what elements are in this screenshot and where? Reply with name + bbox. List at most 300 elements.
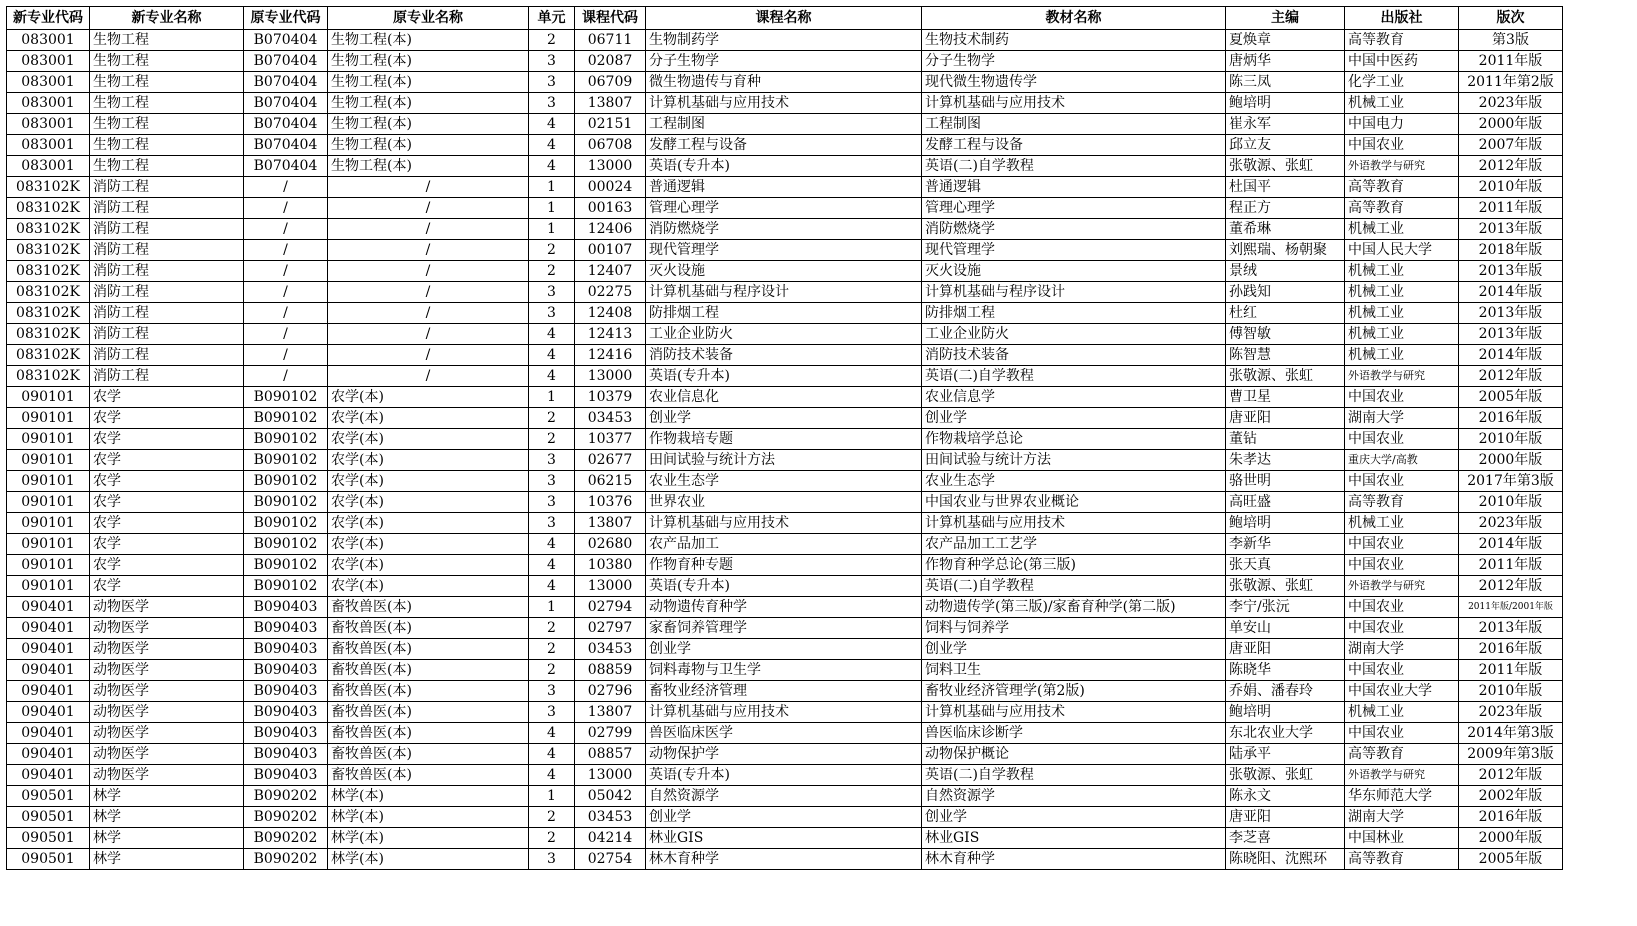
cell-unit: 2	[529, 261, 575, 282]
cell-edition: 2023年版	[1459, 702, 1563, 723]
cell-course-name: 创业学	[646, 408, 922, 429]
cell-old-major-code: /	[244, 345, 328, 366]
table-row	[7, 576, 1563, 597]
cell-new-major-code: 090401	[7, 618, 90, 639]
cell-course-name: 英语(专升本)	[646, 576, 922, 597]
table-row	[7, 450, 1563, 471]
cell-course-name: 林业GIS	[646, 828, 922, 849]
cell-old-major-code: B070404	[244, 93, 328, 114]
cell-publisher: 中国农业	[1345, 660, 1459, 681]
cell-unit: 4	[529, 114, 575, 135]
cell-new-major-code: 090101	[7, 387, 90, 408]
cell-course-code: 13807	[575, 93, 646, 114]
table-row	[7, 72, 1563, 93]
cell-publisher: 重庆大学/高教	[1345, 450, 1459, 471]
cell-unit: 2	[529, 828, 575, 849]
cell-course-name: 消防燃烧学	[646, 219, 922, 240]
cell-course-name: 作物育种专题	[646, 555, 922, 576]
cell-editor: 李芝喜	[1226, 828, 1345, 849]
cell-textbook-name: 创业学	[922, 639, 1226, 660]
table-row	[7, 282, 1563, 303]
cell-new-major-name: 生物工程	[90, 72, 244, 93]
cell-old-major-name: 畜牧兽医(本)	[328, 765, 529, 786]
cell-unit: 3	[529, 702, 575, 723]
cell-old-major-code: B090202	[244, 828, 328, 849]
cell-new-major-code: 083102K	[7, 324, 90, 345]
cell-textbook-name: 林业GIS	[922, 828, 1226, 849]
cell-unit: 3	[529, 849, 575, 870]
cell-publisher: 中国农业	[1345, 534, 1459, 555]
cell-textbook-name: 计算机基础与应用技术	[922, 93, 1226, 114]
cell-publisher: 外语教学与研究	[1345, 156, 1459, 177]
cell-old-major-name: 生物工程(本)	[328, 156, 529, 177]
table-row	[7, 513, 1563, 534]
cell-edition: 第3版	[1459, 30, 1563, 51]
header-old-major-code: 原专业代码	[244, 7, 328, 30]
cell-edition: 2012年版	[1459, 765, 1563, 786]
cell-textbook-name: 农业信息学	[922, 387, 1226, 408]
cell-course-code: 02087	[575, 51, 646, 72]
cell-unit: 3	[529, 72, 575, 93]
cell-textbook-name: 现代管理学	[922, 240, 1226, 261]
cell-old-major-name: 生物工程(本)	[328, 93, 529, 114]
cell-unit: 4	[529, 345, 575, 366]
cell-old-major-name: 林学(本)	[328, 849, 529, 870]
cell-new-major-name: 消防工程	[90, 282, 244, 303]
cell-editor: 邱立友	[1226, 135, 1345, 156]
cell-unit: 1	[529, 597, 575, 618]
cell-new-major-name: 动物医学	[90, 744, 244, 765]
cell-course-name: 发酵工程与设备	[646, 135, 922, 156]
cell-textbook-name: 消防技术装备	[922, 345, 1226, 366]
header-row	[7, 7, 1563, 30]
cell-edition: 2005年版	[1459, 849, 1563, 870]
cell-old-major-name: 生物工程(本)	[328, 30, 529, 51]
cell-textbook-name: 现代微生物遗传学	[922, 72, 1226, 93]
cell-new-major-code: 090401	[7, 597, 90, 618]
cell-unit: 4	[529, 366, 575, 387]
cell-publisher: 湖南大学	[1345, 807, 1459, 828]
cell-old-major-name: 畜牧兽医(本)	[328, 744, 529, 765]
cell-textbook-name: 创业学	[922, 408, 1226, 429]
cell-publisher: 机械工业	[1345, 219, 1459, 240]
cell-old-major-code: B090102	[244, 387, 328, 408]
cell-unit: 2	[529, 408, 575, 429]
cell-course-name: 管理心理学	[646, 198, 922, 219]
cell-publisher: 机械工业	[1345, 261, 1459, 282]
cell-course-code: 13000	[575, 366, 646, 387]
cell-edition: 2016年版	[1459, 807, 1563, 828]
cell-edition: 2010年版	[1459, 681, 1563, 702]
cell-new-major-code: 083001	[7, 51, 90, 72]
cell-unit: 2	[529, 639, 575, 660]
cell-course-code: 13807	[575, 513, 646, 534]
cell-course-name: 计算机基础与程序设计	[646, 282, 922, 303]
cell-new-major-name: 消防工程	[90, 261, 244, 282]
cell-course-name: 灭火设施	[646, 261, 922, 282]
cell-edition: 2011年版	[1459, 51, 1563, 72]
cell-editor: 东北农业大学	[1226, 723, 1345, 744]
cell-textbook-name: 动物遗传学(第三版)/家畜育种学(第二版)	[922, 597, 1226, 618]
cell-old-major-code: /	[244, 324, 328, 345]
cell-new-major-code: 090501	[7, 786, 90, 807]
cell-publisher: 湖南大学	[1345, 639, 1459, 660]
cell-publisher: 高等教育	[1345, 30, 1459, 51]
cell-new-major-name: 农学	[90, 513, 244, 534]
cell-publisher: 中国农业	[1345, 429, 1459, 450]
cell-new-major-name: 农学	[90, 450, 244, 471]
cell-course-code: 12407	[575, 261, 646, 282]
cell-publisher: 机械工业	[1345, 303, 1459, 324]
cell-old-major-name: 畜牧兽医(本)	[328, 639, 529, 660]
cell-textbook-name: 自然资源学	[922, 786, 1226, 807]
table-row	[7, 786, 1563, 807]
cell-textbook-name: 饲料卫生	[922, 660, 1226, 681]
cell-course-name: 动物保护学	[646, 744, 922, 765]
cell-editor: 夏焕章	[1226, 30, 1345, 51]
cell-old-major-code: B090403	[244, 660, 328, 681]
cell-publisher: 机械工业	[1345, 324, 1459, 345]
cell-unit: 3	[529, 513, 575, 534]
cell-new-major-code: 090401	[7, 681, 90, 702]
cell-publisher: 中国农业	[1345, 471, 1459, 492]
cell-editor: 乔娟、潘春玲	[1226, 681, 1345, 702]
cell-unit: 4	[529, 135, 575, 156]
cell-new-major-code: 090401	[7, 639, 90, 660]
cell-course-name: 作物栽培专题	[646, 429, 922, 450]
table-row	[7, 135, 1563, 156]
cell-new-major-name: 生物工程	[90, 93, 244, 114]
cell-textbook-name: 饲料与饲养学	[922, 618, 1226, 639]
cell-old-major-code: B090102	[244, 534, 328, 555]
cell-publisher: 机械工业	[1345, 93, 1459, 114]
cell-publisher: 高等教育	[1345, 198, 1459, 219]
header-new-major-name: 新专业名称	[90, 7, 244, 30]
cell-publisher: 中国农业	[1345, 135, 1459, 156]
cell-course-code: 05042	[575, 786, 646, 807]
cell-old-major-name: 林学(本)	[328, 786, 529, 807]
header-course-name: 课程名称	[646, 7, 922, 30]
cell-old-major-code: /	[244, 366, 328, 387]
cell-editor: 陈永文	[1226, 786, 1345, 807]
cell-textbook-name: 英语(二)自学教程	[922, 366, 1226, 387]
cell-edition: 2013年版	[1459, 219, 1563, 240]
cell-course-code: 00163	[575, 198, 646, 219]
cell-editor: 陈智慧	[1226, 345, 1345, 366]
cell-editor: 陈晓阳、沈熙环	[1226, 849, 1345, 870]
cell-new-major-code: 090101	[7, 429, 90, 450]
cell-unit: 4	[529, 156, 575, 177]
cell-edition: 2012年版	[1459, 366, 1563, 387]
cell-new-major-name: 消防工程	[90, 366, 244, 387]
cell-new-major-name: 消防工程	[90, 219, 244, 240]
table-row	[7, 807, 1563, 828]
cell-new-major-name: 消防工程	[90, 240, 244, 261]
cell-unit: 4	[529, 576, 575, 597]
cell-editor: 杜红	[1226, 303, 1345, 324]
cell-textbook-name: 农业生态学	[922, 471, 1226, 492]
cell-old-major-code: /	[244, 219, 328, 240]
cell-edition: 2014年版	[1459, 282, 1563, 303]
cell-editor: 陈晓华	[1226, 660, 1345, 681]
cell-new-major-name: 动物医学	[90, 765, 244, 786]
cell-new-major-code: 090401	[7, 723, 90, 744]
cell-publisher: 机械工业	[1345, 345, 1459, 366]
cell-course-name: 林木育种学	[646, 849, 922, 870]
cell-course-code: 03453	[575, 408, 646, 429]
cell-unit: 3	[529, 471, 575, 492]
cell-editor: 张敬源、张虹	[1226, 366, 1345, 387]
cell-old-major-code: B090403	[244, 681, 328, 702]
cell-editor: 董钻	[1226, 429, 1345, 450]
table-row	[7, 156, 1563, 177]
cell-new-major-name: 林学	[90, 807, 244, 828]
table-row	[7, 30, 1563, 51]
table-row	[7, 345, 1563, 366]
table-row	[7, 534, 1563, 555]
cell-unit: 2	[529, 429, 575, 450]
cell-course-name: 创业学	[646, 639, 922, 660]
cell-new-major-code: 083102K	[7, 366, 90, 387]
cell-new-major-name: 消防工程	[90, 198, 244, 219]
table-row	[7, 849, 1563, 870]
cell-old-major-code: B090102	[244, 576, 328, 597]
header-editor: 主编	[1226, 7, 1345, 30]
cell-course-name: 生物制药学	[646, 30, 922, 51]
cell-editor: 曹卫星	[1226, 387, 1345, 408]
cell-edition: 2010年版	[1459, 429, 1563, 450]
cell-edition: 2010年版	[1459, 492, 1563, 513]
cell-course-code: 08859	[575, 660, 646, 681]
cell-new-major-name: 消防工程	[90, 303, 244, 324]
cell-course-name: 农业生态学	[646, 471, 922, 492]
cell-new-major-name: 农学	[90, 492, 244, 513]
cell-edition: 2023年版	[1459, 513, 1563, 534]
cell-new-major-name: 动物医学	[90, 597, 244, 618]
cell-edition: 2016年版	[1459, 408, 1563, 429]
cell-publisher: 中国农业	[1345, 597, 1459, 618]
cell-publisher: 中国中医药	[1345, 51, 1459, 72]
cell-new-major-code: 090101	[7, 471, 90, 492]
cell-publisher: 高等教育	[1345, 492, 1459, 513]
cell-publisher: 高等教育	[1345, 177, 1459, 198]
cell-course-name: 防排烟工程	[646, 303, 922, 324]
cell-old-major-name: /	[328, 261, 529, 282]
header-textbook-name: 教材名称	[922, 7, 1226, 30]
cell-edition: 2000年版	[1459, 114, 1563, 135]
cell-editor: 鲍培明	[1226, 513, 1345, 534]
cell-course-name: 农产品加工	[646, 534, 922, 555]
cell-old-major-code: B090202	[244, 849, 328, 870]
cell-textbook-name: 工业企业防火	[922, 324, 1226, 345]
cell-old-major-name: 畜牧兽医(本)	[328, 618, 529, 639]
table-row	[7, 618, 1563, 639]
cell-new-major-code: 090501	[7, 828, 90, 849]
cell-new-major-name: 农学	[90, 534, 244, 555]
cell-editor: 杜国平	[1226, 177, 1345, 198]
cell-editor: 陆承平	[1226, 744, 1345, 765]
cell-course-code: 08857	[575, 744, 646, 765]
cell-editor: 张敬源、张虹	[1226, 156, 1345, 177]
cell-new-major-code: 083001	[7, 30, 90, 51]
cell-old-major-name: /	[328, 324, 529, 345]
cell-old-major-name: 农学(本)	[328, 513, 529, 534]
cell-editor: 陈三凤	[1226, 72, 1345, 93]
cell-textbook-name: 普通逻辑	[922, 177, 1226, 198]
cell-new-major-code: 090401	[7, 765, 90, 786]
cell-editor: 骆世明	[1226, 471, 1345, 492]
cell-textbook-name: 工程制图	[922, 114, 1226, 135]
cell-editor: 鲍培明	[1226, 702, 1345, 723]
cell-textbook-name: 动物保护概论	[922, 744, 1226, 765]
cell-course-code: 10376	[575, 492, 646, 513]
cell-new-major-code: 090101	[7, 534, 90, 555]
cell-publisher: 中国农业	[1345, 618, 1459, 639]
cell-new-major-name: 林学	[90, 849, 244, 870]
cell-edition: 2013年版	[1459, 261, 1563, 282]
cell-publisher: 中国农业	[1345, 555, 1459, 576]
cell-new-major-name: 农学	[90, 471, 244, 492]
cell-textbook-name: 兽医临床诊断学	[922, 723, 1226, 744]
cell-course-code: 02677	[575, 450, 646, 471]
cell-old-major-code: /	[244, 177, 328, 198]
cell-course-name: 现代管理学	[646, 240, 922, 261]
header-course-code: 课程代码	[575, 7, 646, 30]
cell-old-major-name: /	[328, 198, 529, 219]
cell-new-major-name: 农学	[90, 429, 244, 450]
cell-new-major-name: 生物工程	[90, 135, 244, 156]
cell-unit: 3	[529, 681, 575, 702]
cell-old-major-name: /	[328, 303, 529, 324]
cell-old-major-name: 农学(本)	[328, 471, 529, 492]
cell-publisher: 高等教育	[1345, 744, 1459, 765]
cell-editor: 唐亚阳	[1226, 807, 1345, 828]
cell-edition: 2018年版	[1459, 240, 1563, 261]
cell-publisher: 中国林业	[1345, 828, 1459, 849]
cell-new-major-code: 083102K	[7, 282, 90, 303]
cell-publisher: 中国农业大学	[1345, 681, 1459, 702]
table-row	[7, 828, 1563, 849]
cell-course-code: 12408	[575, 303, 646, 324]
cell-course-name: 计算机基础与应用技术	[646, 702, 922, 723]
cell-unit: 4	[529, 723, 575, 744]
cell-textbook-name: 计算机基础与应用技术	[922, 513, 1226, 534]
cell-textbook-name: 林木育种学	[922, 849, 1226, 870]
cell-old-major-code: /	[244, 282, 328, 303]
table-row	[7, 702, 1563, 723]
cell-textbook-name: 畜牧业经济管理学(第2版)	[922, 681, 1226, 702]
cell-new-major-code: 090401	[7, 702, 90, 723]
cell-old-major-code: B070404	[244, 114, 328, 135]
cell-editor: 张天真	[1226, 555, 1345, 576]
cell-unit: 1	[529, 219, 575, 240]
cell-old-major-code: /	[244, 261, 328, 282]
cell-editor: 唐亚阳	[1226, 639, 1345, 660]
cell-old-major-name: 农学(本)	[328, 534, 529, 555]
cell-edition: 2012年版	[1459, 576, 1563, 597]
cell-new-major-code: 090501	[7, 849, 90, 870]
cell-textbook-name: 作物育种学总论(第三版)	[922, 555, 1226, 576]
cell-unit: 4	[529, 765, 575, 786]
cell-editor: 张敬源、张虹	[1226, 765, 1345, 786]
cell-old-major-code: B090102	[244, 513, 328, 534]
cell-textbook-name: 管理心理学	[922, 198, 1226, 219]
cell-old-major-name: 农学(本)	[328, 555, 529, 576]
cell-textbook-name: 英语(二)自学教程	[922, 576, 1226, 597]
cell-old-major-name: 生物工程(本)	[328, 135, 529, 156]
cell-course-name: 英语(专升本)	[646, 156, 922, 177]
cell-editor: 刘熙瑞、杨朝聚	[1226, 240, 1345, 261]
cell-old-major-code: B070404	[244, 156, 328, 177]
cell-old-major-code: B070404	[244, 72, 328, 93]
cell-new-major-code: 090501	[7, 807, 90, 828]
cell-old-major-name: 畜牧兽医(本)	[328, 723, 529, 744]
cell-new-major-code: 090101	[7, 513, 90, 534]
cell-new-major-code: 083102K	[7, 177, 90, 198]
table-row	[7, 597, 1563, 618]
table-row	[7, 765, 1563, 786]
table-row	[7, 408, 1563, 429]
cell-editor: 单安山	[1226, 618, 1345, 639]
cell-new-major-name: 动物医学	[90, 723, 244, 744]
cell-new-major-name: 农学	[90, 408, 244, 429]
cell-publisher: 中国农业	[1345, 387, 1459, 408]
cell-new-major-code: 083001	[7, 156, 90, 177]
cell-unit: 3	[529, 492, 575, 513]
cell-unit: 4	[529, 555, 575, 576]
cell-course-name: 分子生物学	[646, 51, 922, 72]
cell-course-name: 工业企业防火	[646, 324, 922, 345]
cell-textbook-name: 作物栽培学总论	[922, 429, 1226, 450]
cell-new-major-code: 083102K	[7, 261, 90, 282]
cell-course-code: 06709	[575, 72, 646, 93]
cell-course-code: 02794	[575, 597, 646, 618]
cell-edition: 2011年版/2001年版	[1459, 597, 1563, 618]
table-row	[7, 51, 1563, 72]
cell-unit: 1	[529, 387, 575, 408]
cell-new-major-name: 动物医学	[90, 702, 244, 723]
cell-publisher: 机械工业	[1345, 282, 1459, 303]
table-row	[7, 723, 1563, 744]
cell-course-name: 微生物遗传与育种	[646, 72, 922, 93]
cell-editor: 唐炳华	[1226, 51, 1345, 72]
cell-old-major-name: /	[328, 240, 529, 261]
cell-edition: 2012年版	[1459, 156, 1563, 177]
cell-textbook-name: 发酵工程与设备	[922, 135, 1226, 156]
cell-textbook-name: 中国农业与世界农业概论	[922, 492, 1226, 513]
cell-unit: 2	[529, 30, 575, 51]
cell-new-major-name: 农学	[90, 555, 244, 576]
table-row	[7, 639, 1563, 660]
cell-new-major-code: 083102K	[7, 345, 90, 366]
cell-unit: 3	[529, 282, 575, 303]
cell-new-major-code: 083102K	[7, 303, 90, 324]
cell-old-major-code: /	[244, 240, 328, 261]
table-row	[7, 492, 1563, 513]
cell-publisher: 中国农业	[1345, 723, 1459, 744]
cell-old-major-code: B070404	[244, 135, 328, 156]
cell-edition: 2002年版	[1459, 786, 1563, 807]
cell-old-major-code: B090403	[244, 765, 328, 786]
cell-course-code: 00024	[575, 177, 646, 198]
cell-unit: 2	[529, 618, 575, 639]
header-new-major-code: 新专业代码	[7, 7, 90, 30]
cell-edition: 2023年版	[1459, 93, 1563, 114]
header-old-major-name: 原专业名称	[328, 7, 529, 30]
cell-new-major-code: 083001	[7, 93, 90, 114]
cell-new-major-name: 生物工程	[90, 30, 244, 51]
cell-textbook-name: 分子生物学	[922, 51, 1226, 72]
